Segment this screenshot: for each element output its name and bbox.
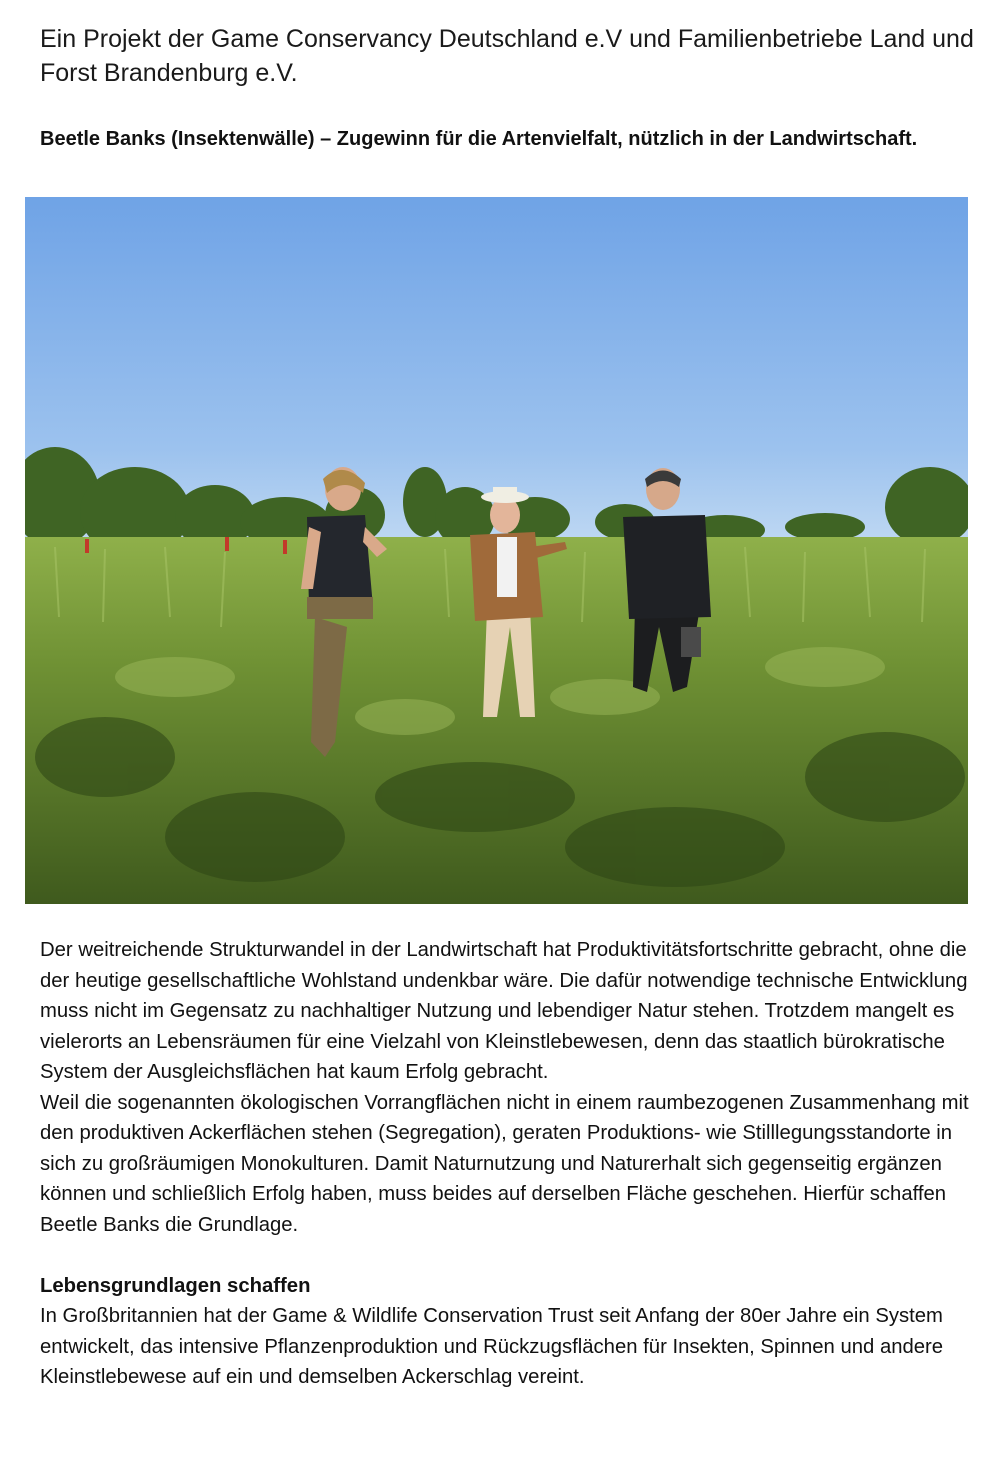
- article-body: [40, 935, 990, 1393]
- paragraph: Der weitreichende Strukturwandel in der Landwirtschaft hat Produktivitätsfortschritte gebracht, ohne die der heutige gesellschaftliche Wohlstand undenkbar wäre. Die dafür notwendige technische Entwicklung muss nicht im Gegensatz zu nachhaltiger Nutzung und lebendiger Natur stehen. Trotzdem mangelt es vielerorts an Lebensräumen für eine Vielzahl von Kleinstlebewesen, denn das staatlich bürokratische System der Ausgleichsflächen hat kaum Erfolg gebracht.: [40, 939, 968, 1083]
- paragraph: In Großbritannien hat der Game & Wildlife Conservation Trust seit Anfang der 80er Jahre ein System entwickelt, das intensive Pflanzenproduktion und Rückzugsflächen für Insekten, Spinnen und andere Kleinstlebewese auf ein und demselben Ackerschlag vereint.: [40, 1305, 944, 1388]
- field-photo: [25, 197, 968, 904]
- section-heading: Lebensgrundlagen schaffen: [40, 1274, 311, 1297]
- paragraph-spacer: [40, 1240, 990, 1271]
- paragraph: Weil die sogenannten ökologischen Vorrangflächen nicht in einem raumbezogenen Zusammenhang mit den produktiven Ackerflächen stehen (Segregation), geraten Produktions- wie Stilllegungsstandorte in sich zu großräumigen Monokulturen. Damit Naturnutzung und Naturerhalt sich gegenseitig ergänzen können und schließlich Erfolg haben, muss beides auf derselben Fläche geschehen. Hierfür schaffen Beetle Banks die Grundlage.: [40, 1091, 969, 1236]
- article-subtitle: Beetle Banks (Insektenwälle) – Zugewinn für die Artenvielfalt, nützlich in der Landwirtschaft.: [40, 128, 918, 150]
- page-title: Ein Projekt der Game Conservancy Deutschland e.V und Familienbetriebe Land und Forst Brandenburg e.V.: [40, 25, 974, 87]
